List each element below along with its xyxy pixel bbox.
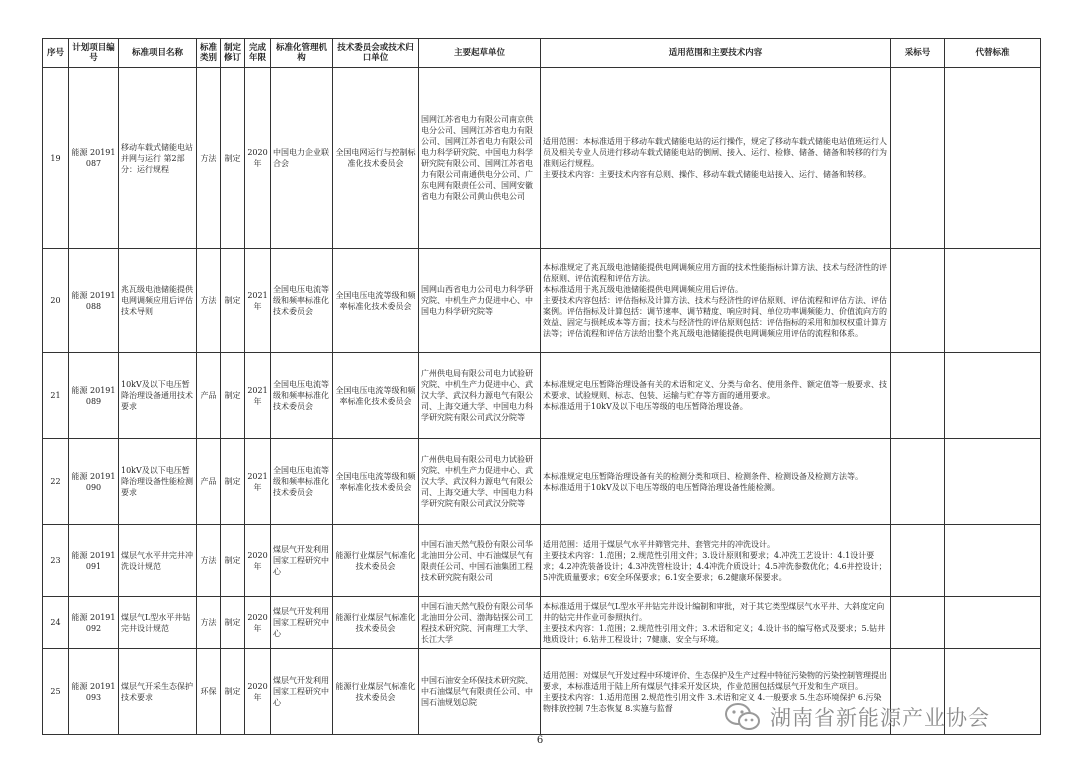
cell-committee: 全国电压电流等级和频率标准化技术委员会	[333, 353, 419, 439]
page-number: 6	[536, 735, 544, 746]
cell-committee: 全国电压电流等级和频率标准化技术委员会	[333, 249, 419, 353]
cell-replace	[945, 439, 1041, 525]
table-row	[43, 68, 1041, 249]
header-row	[43, 39, 1041, 68]
header-adopted: 采标号	[891, 39, 945, 68]
cell-seq: 25	[43, 649, 69, 735]
cell-year: 2021年	[245, 249, 271, 353]
cell-year: 2020年	[245, 525, 271, 597]
table-row	[43, 439, 1041, 525]
watermark	[724, 702, 990, 732]
cell-plan-no: 能源 20191088	[69, 249, 119, 353]
cell-plan-no: 能源 20191089	[69, 353, 119, 439]
header-plan-no: 计划项目编号	[69, 39, 119, 68]
cell-category: 方法	[197, 249, 221, 353]
cell-drafter: 广州供电局有限公司电力试验研究院、中机生产力促进中心、武汉大学、武汉科力源电气有限公司、上海交通大学、中国电力科学研究院有限公司武汉分院等	[419, 353, 541, 439]
cell-plan-no: 能源 20191092	[69, 597, 119, 649]
cell-scope: 本标准规定了兆瓦级电池储能提供电网调频应用方面的技术性能指标计算方法、技术与经济性的评估原则、评估流程和评估方法。 本标准适用于兆瓦级电池储能提供电网调频应用后评估。 主要技术内容包括：评估指标及计算方法、技术与经济性的评估原则、评估流程和评估方法、评估案例。评估指标及计算包括：调节速率、调节精度、响应时间、单位功率调频能力、价值流向方的效益、固定与损耗成本等方面；技术与经济性的评估原则包括：评估指标的采用和加权权重计算方法等；评估流程和评估方法给出整个兆瓦级电池储能提供电网调频应用评估的流程和体系。	[541, 249, 891, 353]
header-category: 标准类别	[197, 39, 221, 68]
cell-name: 10kV及以下电压暂降治理设备性能检测要求	[119, 439, 197, 525]
cell-scope: 适用范围：适用于煤层气水平井筛管完井、套管完井的冲洗设计。 主要技术内容：1.范围；2.规范性引用文件；3.设计原则和要求；4.冲洗工艺设计：4.1设计要求；4.2冲洗装备设计；4.3冲洗管柱设计；4.4冲洗介质设计；4.5冲洗参数优化；4.6井控设计；5冲洗质量要求；6安全环保要求；6.1安全要求；6.2健康环保要求。	[541, 525, 891, 597]
header-name: 标准项目名称	[119, 39, 197, 68]
header-replace: 代替标准	[945, 39, 1041, 68]
header-org: 标准化管理机构	[271, 39, 333, 68]
cell-revision: 制定	[221, 597, 245, 649]
cell-seq: 22	[43, 439, 69, 525]
cell-committee: 能源行业煤层气标准化技术委员会	[333, 597, 419, 649]
cell-committee: 全国电压电流等级和频率标准化技术委员会	[333, 439, 419, 525]
cell-committee: 全国电网运行与控制标准化技术委员会	[333, 68, 419, 249]
wechat-icon	[724, 702, 762, 732]
cell-replace	[945, 597, 1041, 649]
cell-seq: 21	[43, 353, 69, 439]
watermark-text: 湖南省新能源产业协会	[770, 706, 990, 730]
cell-drafter: 广州供电局有限公司电力试验研究院、中机生产力促进中心、武汉大学、武汉科力源电气有限公司、上海交通大学、中国电力科学研究院有限公司武汉分院等	[419, 439, 541, 525]
cell-replace	[945, 68, 1041, 249]
cell-org: 全国电压电流等级和频率标准化技术委员会	[271, 353, 333, 439]
cell-committee: 能源行业煤层气标准化技术委员会	[333, 649, 419, 735]
cell-org: 煤层气开发利用国家工程研究中心	[271, 525, 333, 597]
cell-plan-no: 能源 20191093	[69, 649, 119, 735]
cell-adopted	[891, 439, 945, 525]
cell-name: 煤层气水平井完井冲洗设计规范	[119, 525, 197, 597]
cell-drafter: 国网江苏省电力有限公司南京供电分公司、国网江苏省电力有限公司、国网江苏省电力有限公司电力科学研究院、中国电力科学研究院有限公司、国网江苏省电力有限公司南通供电分公司、广东电网有限责任公司、国网安徽省电力有限公司黄山供电公司	[419, 68, 541, 249]
cell-org: 全国电压电流等级和频率标准化技术委员会	[271, 249, 333, 353]
cell-category: 方法	[197, 525, 221, 597]
cell-revision: 制定	[221, 649, 245, 735]
cell-org: 煤层气开发利用国家工程研究中心	[271, 597, 333, 649]
cell-org: 全国电压电流等级和频率标准化技术委员会	[271, 439, 333, 525]
cell-adopted	[891, 597, 945, 649]
header-year: 完成年限	[245, 39, 271, 68]
header-seq: 序号	[43, 39, 69, 68]
cell-drafter: 中国石油安全环保技术研究院、中石油煤层气有限责任公司、中国石油规划总院	[419, 649, 541, 735]
cell-scope: 本标准规定电压暂降治理设备有关的术语和定义、分类与命名、使用条件、额定值等一般要求、技术要求、试验规则、标志、包装、运输与贮存等方面的通用要求。 本标准适用于10kV及以下电压等级的电压暂降治理设备。	[541, 353, 891, 439]
header-revision: 制定修订	[221, 39, 245, 68]
cell-replace	[945, 249, 1041, 353]
cell-revision: 制定	[221, 68, 245, 249]
cell-adopted	[891, 353, 945, 439]
cell-category: 环保	[197, 649, 221, 735]
cell-replace	[945, 525, 1041, 597]
table-row	[43, 353, 1041, 439]
table-row	[43, 597, 1041, 649]
cell-scope: 本标准规定电压暂降治理设备有关的检测分类和项目、检测条件、检测设备及检测方法等。 本标准适用于10kV及以下电压等级的电压暂降治理设备性能检测。	[541, 439, 891, 525]
header-drafter: 主要起草单位	[419, 39, 541, 68]
cell-drafter: 中国石油天然气股份有限公司华北油田分公司、渤海钻探公司工程技术研究院、河南理工大学、长江大学	[419, 597, 541, 649]
header-scope: 适用范围和主要技术内容	[541, 39, 891, 68]
cell-seq: 19	[43, 68, 69, 249]
cell-name: 兆瓦级电池储能提供电网调频应用后评估技术导则	[119, 249, 197, 353]
cell-plan-no: 能源 20191090	[69, 439, 119, 525]
cell-year: 2021年	[245, 353, 271, 439]
cell-replace	[945, 353, 1041, 439]
header-committee: 技术委员会或技术归口单位	[333, 39, 419, 68]
cell-scope: 适用范围：本标准适用于移动车载式储能电站的运行操作，规定了移动车载式储能电站值班运行人员及相关专业人员进行移动车载式储能电站的倒闸、接入、运行、检修、储备、储备和转移的行为准则运行规程。 主要技术内容：主要技术内容有总则、操作、移动车载式储能电站接入、运行、储备和转移。	[541, 68, 891, 249]
cell-committee: 能源行业煤层气标准化技术委员会	[333, 525, 419, 597]
cell-year: 2020年	[245, 649, 271, 735]
cell-adopted	[891, 249, 945, 353]
cell-seq: 20	[43, 249, 69, 353]
cell-adopted	[891, 68, 945, 249]
cell-plan-no: 能源 20191091	[69, 525, 119, 597]
cell-org: 中国电力企业联合会	[271, 68, 333, 249]
cell-seq: 24	[43, 597, 69, 649]
cell-year: 2020年	[245, 597, 271, 649]
standards-table	[42, 38, 1041, 735]
table-row	[43, 249, 1041, 353]
cell-revision: 制定	[221, 439, 245, 525]
cell-org: 煤层气开发利用国家工程研究中心	[271, 649, 333, 735]
cell-revision: 制定	[221, 249, 245, 353]
cell-plan-no: 能源 20191087	[69, 68, 119, 249]
cell-category: 方法	[197, 597, 221, 649]
table-row	[43, 525, 1041, 597]
cell-seq: 23	[43, 525, 69, 597]
cell-revision: 制定	[221, 353, 245, 439]
cell-category: 产品	[197, 439, 221, 525]
cell-scope: 本标准适用于煤层气L型水平井钻完井设计编制和审批，对于其它类型煤层气水平井、大斜度定向井的钻完井作业可参照执行。 主要技术内容：1.范围；2.规范性引用文件；3.术语和定义；4.设计书的编写格式及要求；5.钻井地质设计；6.钻井工程设计；7健康、安全与环境。	[541, 597, 891, 649]
cell-category: 方法	[197, 68, 221, 249]
cell-year: 2021年	[245, 439, 271, 525]
cell-name: 煤层气开采生态保护技术要求	[119, 649, 197, 735]
cell-name: 煤层气L型水平井钻完井设计规范	[119, 597, 197, 649]
cell-name: 移动车载式储能电站并网与运行 第2部分：运行规程	[119, 68, 197, 249]
cell-year: 2020年	[245, 68, 271, 249]
cell-revision: 制定	[221, 525, 245, 597]
cell-drafter: 中国石油天然气股份有限公司华北油田分公司、中石油煤层气有限责任公司、中国石油集团工程技术研究院有限公司	[419, 525, 541, 597]
cell-scope: 适用范围：对煤层气开发过程中环境评价、生态保护及生产过程中特征污染物的污染控制管理提出要求，本标准适用于陆上所有煤层气排采开发区块，作业范围包括煤层气开发和生产项目。 主要技术内容：1.适用范围 2.规范性引用文件 3.术语和定义 4.一般要求 5.生态环境保护 6.污染物排放控制 7生态恢复 8.实施与监督	[541, 649, 891, 735]
cell-category: 产品	[197, 353, 221, 439]
cell-adopted	[891, 525, 945, 597]
cell-name: 10kV及以下电压暂降治理设备通用技术要求	[119, 353, 197, 439]
cell-drafter: 国网山西省电力公司电力科学研究院、中机生产力促进中心、中国电力科学研究院等	[419, 249, 541, 353]
